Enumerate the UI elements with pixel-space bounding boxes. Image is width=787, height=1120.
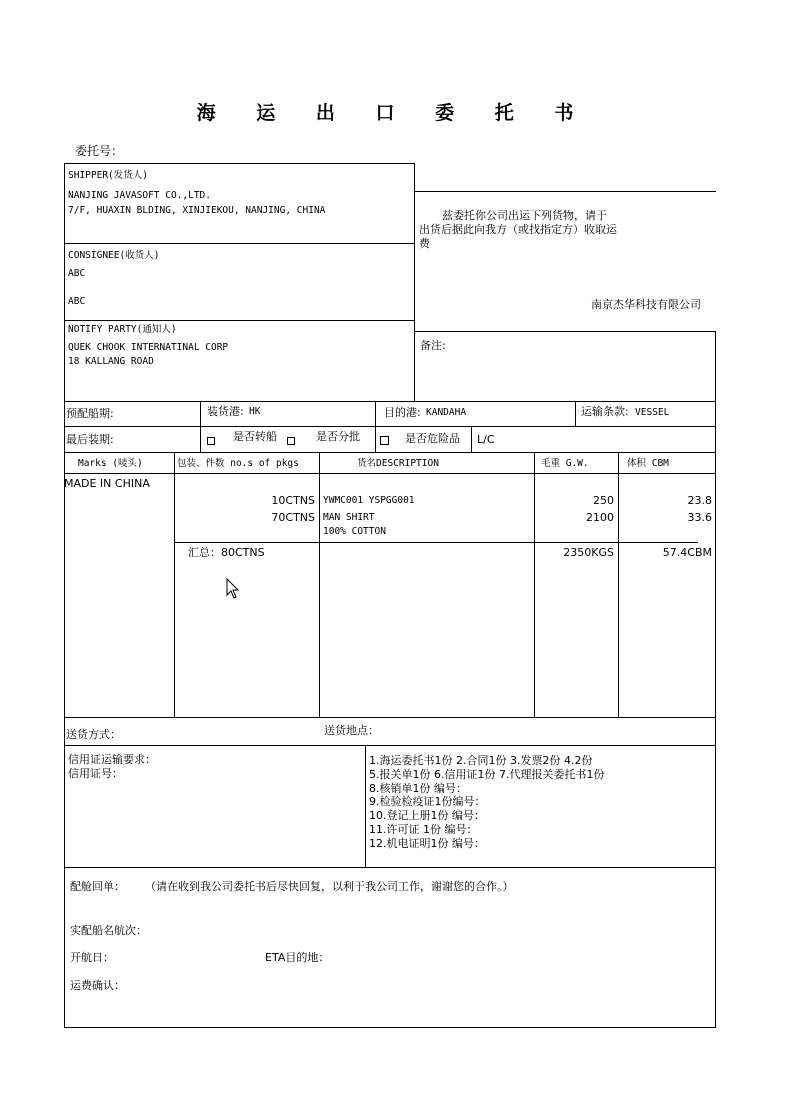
document-item-7: 12.机电证明1份 编号： xyxy=(369,837,485,850)
total-gross-weight: 2350KGS xyxy=(563,546,614,559)
goods-row-2-vol: 33.6 xyxy=(687,511,712,524)
terms-label: 运输条款: xyxy=(581,405,629,418)
notify-line-1: QUEK CHOOK INTERNATINAL CORP xyxy=(68,342,229,353)
total-volume: 57.4CBM xyxy=(662,546,712,559)
sail-date-label: 开航日： xyxy=(70,951,114,964)
gross-weight-header: 毛重 G.W. xyxy=(541,458,589,469)
delivery-method-label: 送货方式： xyxy=(66,728,121,741)
pod-label: 目的港: xyxy=(384,406,421,419)
shipper-label: SHIPPER(发货人) xyxy=(68,170,148,181)
mouse-pointer-icon xyxy=(226,578,240,600)
right-border xyxy=(715,331,716,1027)
reply-label: 配舱回单： xyxy=(70,880,125,893)
document-item-6: 11.许可证 1份 编号： xyxy=(369,823,478,836)
goods-row-2-desc: MAN SHIRT xyxy=(323,512,375,523)
reply-note: （请在收到我公司委托书后尽快回复，以利于我公司工作，谢谢您的合作。） xyxy=(145,880,514,893)
goods-row-1-pkgs: 10CTNS xyxy=(271,494,315,507)
pol-label: 装货港: xyxy=(207,405,244,418)
document-item-1: 1.海运委托书1份 2.合同1份 3.发票2份 4.2份 xyxy=(369,754,593,767)
partial-shipment-label: 是否分批 xyxy=(316,430,360,443)
entrust-line-2: 出货后据此向我方（或找指定方）收取运 xyxy=(419,223,617,236)
partial-shipment-checkbox[interactable] xyxy=(287,437,295,445)
goods-row-1-vol: 23.8 xyxy=(687,494,712,507)
document-title: 海 运 出 口 委 托 书 xyxy=(196,102,591,124)
payment-terms: L/C xyxy=(477,433,495,446)
pod-value: KANDAHA xyxy=(426,407,467,418)
document-item-3: 8.核销单1份 编号： xyxy=(369,782,467,795)
shipper-line-1: NANJING JAVASOFT CO.,LTD. xyxy=(68,190,211,201)
bottom-border xyxy=(64,1027,716,1028)
entrust-line-3: 费 xyxy=(419,237,430,250)
notify-line-2: 18 KALLANG ROAD xyxy=(68,356,154,367)
marks-value: MADE IN CHINA xyxy=(64,477,150,490)
goods-row-1-desc: YWMC001 YSPGG001 xyxy=(323,495,415,506)
goods-row-2-gw: 2100 xyxy=(586,511,614,524)
lc-requirements-label: 信用证运输要求： xyxy=(68,753,156,766)
dangerous-goods-label: 是否危险品 xyxy=(405,432,460,445)
document-item-4: 9.检验检疫证1份编号： xyxy=(369,795,486,808)
entrust-line-1: 兹委托你公司出运下列货物，请于 xyxy=(442,209,607,222)
remarks-label: 备注: xyxy=(420,339,446,352)
eta-destination-label: ETA目的地： xyxy=(265,951,330,964)
pkgs-header: 包装、件数 no.s of pkgs xyxy=(177,458,299,469)
latest-shipment-label: 最后装期: xyxy=(66,433,114,446)
etd-label: 预配船期: xyxy=(66,407,114,420)
description-header: 货名DESCRIPTION xyxy=(357,458,439,469)
freight-confirm-label: 运费确认： xyxy=(70,979,125,992)
goods-row-2-pkgs: 70CTNS xyxy=(271,511,315,524)
order-number-label: 委托号： xyxy=(75,144,124,158)
goods-desc-extra: 100% COTTON xyxy=(323,526,386,537)
consignee-line-2: ABC xyxy=(68,296,86,307)
consignee-line-1: ABC xyxy=(68,268,86,279)
notify-party-label: NOTIFY PARTY(通知人) xyxy=(68,324,177,335)
vessel-voyage-label: 实配船名航次： xyxy=(70,924,147,937)
shipper-line-2: 7/F, HUAXIN BLDING, XINJIEKOU, NANJING, CHINA xyxy=(68,205,326,216)
goods-row-1-gw: 250 xyxy=(593,494,614,507)
total-packages: 汇总：80CTNS xyxy=(188,546,265,559)
consignee-label: CONSIGNEE(收货人) xyxy=(68,250,160,261)
delivery-place-label: 送货地点： xyxy=(324,724,379,737)
transship-label: 是否转船 xyxy=(233,430,277,443)
transship-checkbox[interactable] xyxy=(207,437,215,445)
volume-header: 体积 CBM xyxy=(627,458,669,469)
dangerous-goods-checkbox[interactable] xyxy=(380,436,389,445)
document-item-2: 5.报关单1份 6.信用证1份 7.代理报关委托书1份 xyxy=(369,768,605,781)
company-name: 南京杰华科技有限公司 xyxy=(591,298,701,311)
left-border xyxy=(64,163,65,1027)
marks-header: Marks (唛头) xyxy=(78,458,143,469)
document-item-5: 10.登记上册1份 编号： xyxy=(369,809,485,822)
lc-number-label: 信用证号： xyxy=(68,767,123,780)
pol-value: HK xyxy=(249,406,261,417)
terms-value: VESSEL xyxy=(635,407,670,418)
